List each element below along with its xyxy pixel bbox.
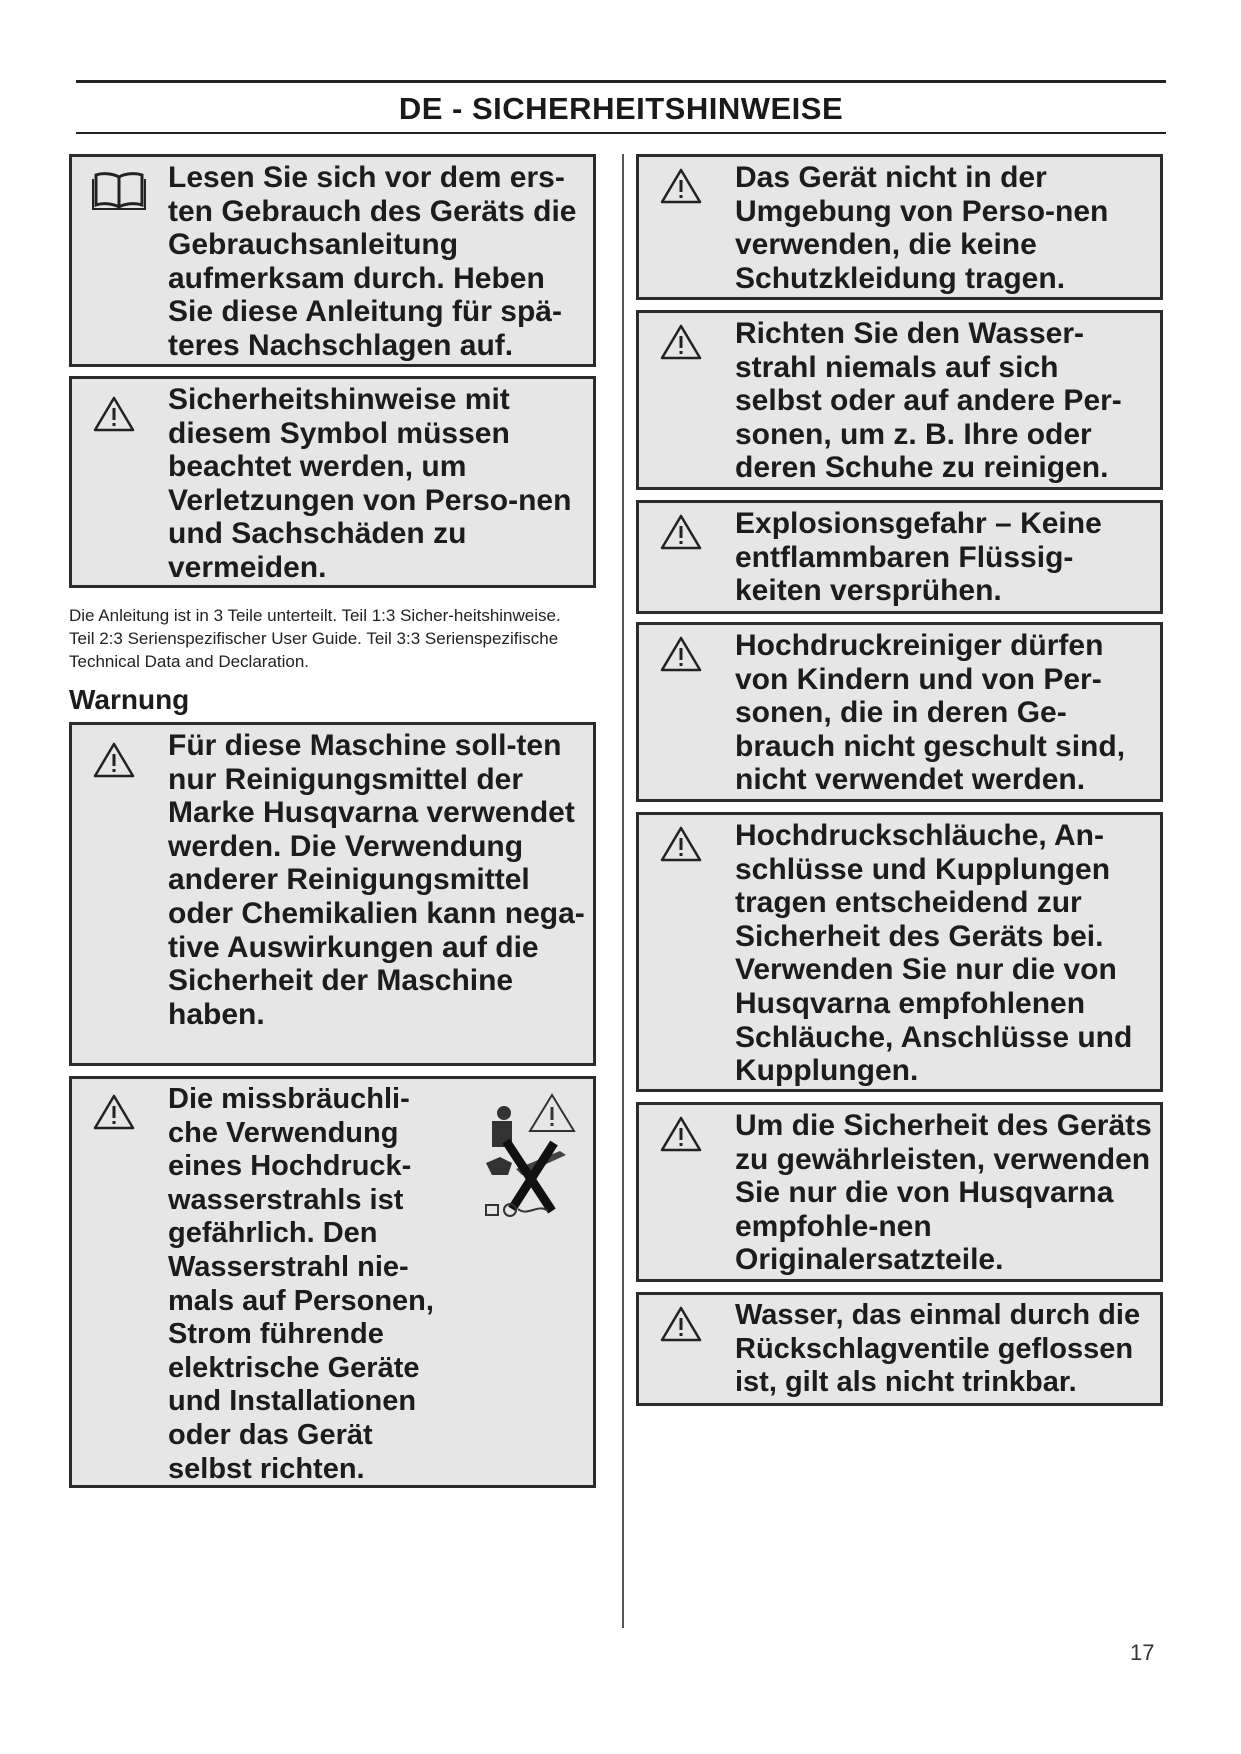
intro-paragraph: Die Anleitung ist in 3 Teile unterteilt. Teil 1:3 Sicher-heitshinweise. Teil 2:3 Serienspezifischer User Guide. Teil 3:3 Serienspezifische Technical Data and Declaration. [69,606,561,671]
notice-box-warning-symbol [69,376,596,588]
children-text: Hochdruckreiniger dürfen von Kindern und von Per-sonen, die in deren Ge-brauch nicht geschult sind, nicht verwendet werden. [735,629,1126,797]
no-spray-at-people-pictogram-icon [482,1091,582,1226]
notice-box-children [636,622,1163,802]
book-icon [92,171,146,216]
warning-triangle-icon [659,825,703,868]
explosion-text: Explosionsgefahr – Keine entflammbaren Flüssig-keiten versprühen. [735,507,1102,608]
warning-triangle-icon [659,323,703,366]
warning-triangle-icon [92,395,136,438]
notice-box-read-manual [69,154,596,367]
notice-box-hoses [636,812,1163,1092]
water-jet-text: Richten Sie den Wasser-strahl niemals auf sich selbst oder auf andere Per-sonen, um z. B. Ihre oder deren Schuhe zu reinigen. [735,317,1122,485]
notice-box-protective-clothing [636,154,1163,300]
page-title: DE - SICHERHEITSHINWEISE [398,91,844,126]
warning-triangle-icon [659,1305,703,1348]
notice-box-explosion [636,500,1163,614]
notice-box-spare-parts [636,1102,1163,1282]
notice-box-water-jet [636,310,1163,490]
warning-triangle-icon [659,513,703,556]
section-heading-warning: Warnung [69,684,190,715]
warning-symbol-text: Sicherheitshinweise mit diesem Symbol müssen beachtet werden, um Verletzungen von Perso-nen und Sachschäden zu vermeiden. [168,383,572,584]
notice-box-detergent [69,722,596,1066]
protective-clothing-text: Das Gerät nicht in der Umgebung von Perso-nen verwenden, die keine Schutzkleidung tragen. [735,161,1109,295]
page-number: 17 [1130,1640,1155,1665]
warning-triangle-icon [92,741,136,784]
title-underline [76,132,1166,134]
warning-triangle-icon [659,635,703,678]
notice-box-misuse [69,1076,596,1488]
top-rule [76,80,1166,83]
drinking-water-text: Wasser, das einmal durch die Rückschlagventile geflossen ist, gilt als nicht trinkbar. [735,1299,1141,1399]
read-manual-text: Lesen Sie sich vor dem ers-ten Gebrauch des Geräts die Gebrauchsanleitung aufmerksam durch. Heben Sie diese Anleitung für spä-teres Nachschlagen auf. [168,161,577,362]
warning-triangle-icon [659,167,703,210]
notice-box-drinking-water [636,1292,1163,1406]
spare-parts-text: Um die Sicherheit des Geräts zu gewährleisten, verwenden Sie nur die von Husqvarna empfohle-nen Originalersatzteile. [735,1109,1152,1277]
misuse-text: Die missbräuchli-che Verwendung eines Hochdruck-wasserstrahls ist gefährlich. Den Wasserstrahl nie-mals auf Personen, Strom führende elektrische Geräte und Installationen oder das Gerät selbst richten. [168,1083,434,1485]
detergent-text: Für diese Maschine soll-ten nur Reinigungsmittel der Marke Husqvarna verwendet werden. Die Verwendung anderer Reinigungsmittel oder Chemikalien kann nega-tive Auswirkungen auf die Sicherheit der Maschine haben. [168,729,585,1031]
column-divider [622,154,624,1628]
warning-triangle-icon [659,1115,703,1158]
hoses-text: Hochdruckschläuche, An-schlüsse und Kupplungen tragen entscheidend zur Sicherheit des Geräts bei. Verwenden Sie nur die von Husqvarna empfohlenen Schläuche, Anschlüsse und Kupplungen. [735,819,1133,1088]
warning-triangle-icon [92,1093,136,1136]
